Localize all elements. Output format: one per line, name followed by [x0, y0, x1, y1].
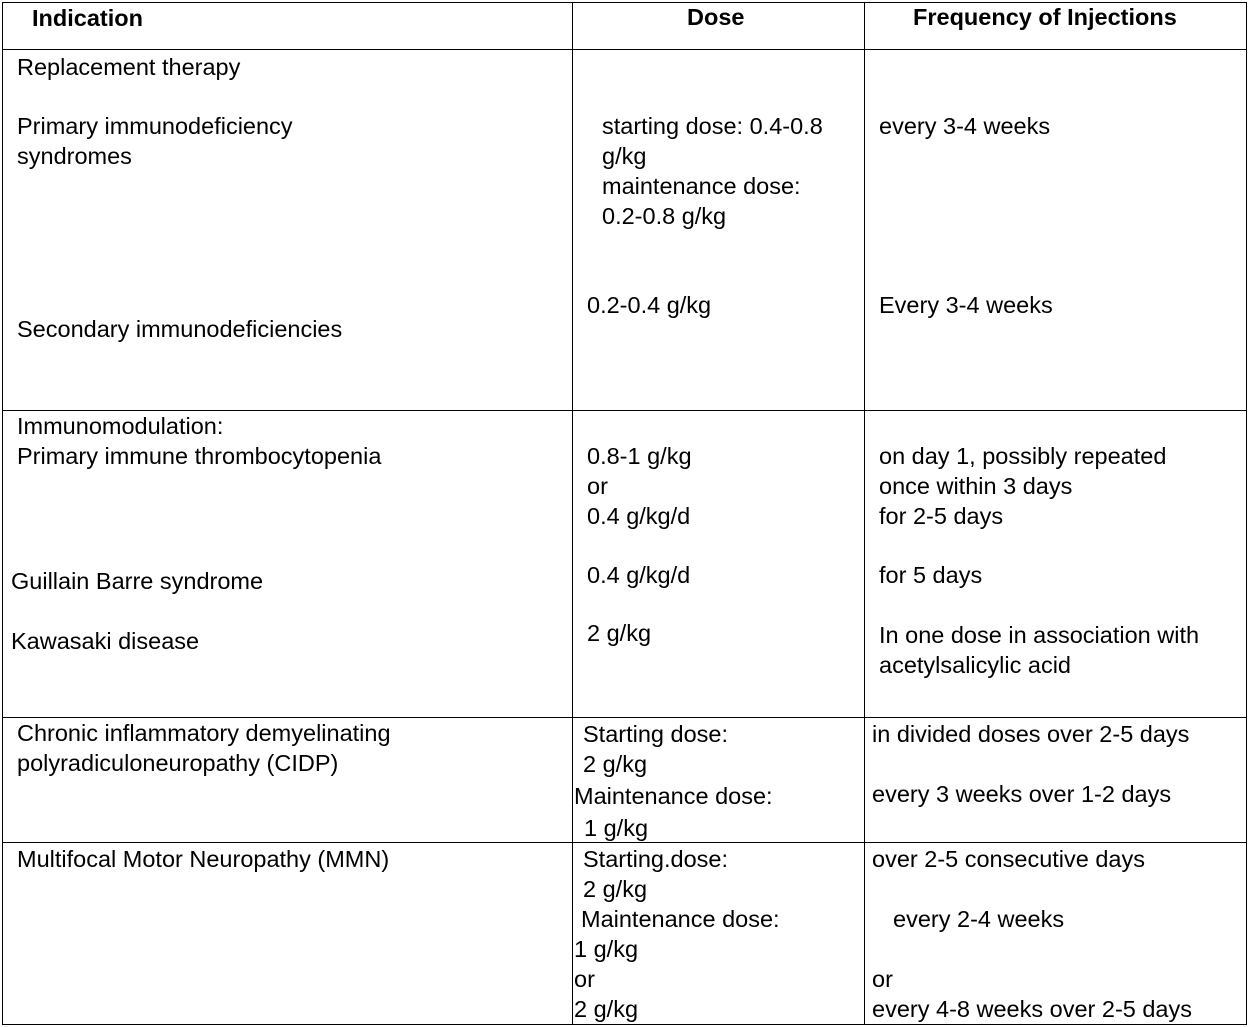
section-replacement-therapy: Replacement therapy [17, 54, 241, 80]
frequency-gbs: for 5 days [879, 562, 983, 588]
indication-itp: Primary immune thrombocytopenia [17, 443, 382, 469]
frequency-mmn-line2: every 2-4 weeks [893, 906, 1065, 932]
frequency-mmn-line4: every 4-8 weeks over 2-5 days [872, 996, 1193, 1022]
header-indication: Indication [32, 5, 143, 31]
dose-primary-line3: maintenance dose: [602, 173, 801, 199]
frequency-kawasaki-line1: In one dose in association with [879, 622, 1200, 648]
frequency-kawasaki-line2: acetylsalicylic acid [879, 652, 1071, 678]
frequency-secondary: Every 3-4 weeks [879, 292, 1053, 318]
header-dose: Dose [687, 4, 745, 30]
table-border-right [1246, 2, 1247, 1025]
column-divider-1 [572, 2, 573, 1025]
indication-cidp-line2: polyradiculoneuropathy (CIDP) [17, 750, 339, 776]
dose-primary-line4: 0.2-0.8 g/kg [602, 203, 727, 229]
dose-mmn-line2: 2 g/kg [583, 876, 648, 902]
dose-cidp-line1: Starting dose: [583, 721, 729, 747]
dose-kawasaki: 2 g/kg [587, 620, 652, 646]
table-border-left [2, 2, 3, 1025]
dose-gbs: 0.4 g/kg/d [587, 562, 691, 588]
dose-secondary: 0.2-0.4 g/kg [587, 292, 712, 318]
table-border-bottom [2, 1024, 1247, 1025]
dose-cidp-line2: 2 g/kg [583, 751, 648, 777]
dose-cidp-line3: Maintenance dose: [574, 783, 773, 809]
dose-itp-line3: 0.4 g/kg/d [587, 503, 691, 529]
dose-itp-line2: or [587, 473, 608, 499]
dose-mmn-line5: or [574, 966, 595, 992]
indication-primary-line1: Primary immunodeficiency [17, 113, 293, 139]
frequency-itp-line1: on day 1, possibly repeated [879, 443, 1167, 469]
indication-kawasaki: Kawasaki disease [11, 628, 200, 654]
dose-mmn-line1: Starting.dose: [583, 846, 729, 872]
indication-gbs: Guillain Barre syndrome [11, 568, 264, 594]
dose-cidp-line4: 1 g/kg [584, 815, 649, 841]
frequency-mmn-line1: over 2-5 consecutive days [872, 846, 1146, 872]
header-divider [2, 49, 1247, 50]
dose-mmn-line3: Maintenance dose: [581, 906, 780, 932]
section-immunomodulation: Immunomodulation: [17, 413, 224, 439]
dose-mmn-line4: 1 g/kg [574, 936, 639, 962]
dose-mmn-line6: 2 g/kg [574, 996, 639, 1022]
frequency-cidp-line2: every 3 weeks over 1-2 days [872, 781, 1172, 807]
frequency-cidp-line1: in divided doses over 2-5 days [872, 721, 1190, 747]
column-divider-2 [864, 2, 865, 1025]
dose-itp-line1: 0.8-1 g/kg [587, 443, 692, 469]
frequency-itp-line3: for 2-5 days [879, 503, 1004, 529]
dose-primary-line1: starting dose: 0.4-0.8 [602, 113, 823, 139]
indication-primary-line2: syndromes [17, 143, 132, 169]
frequency-itp-line2: once within 3 days [879, 473, 1073, 499]
header-frequency: Frequency of Injections [913, 4, 1177, 30]
frequency-primary: every 3-4 weeks [879, 113, 1051, 139]
indication-cidp-line1: Chronic inflammatory demyelinating [17, 720, 391, 746]
indication-secondary: Secondary immunodeficiencies [17, 316, 343, 342]
frequency-mmn-line3: or [872, 966, 893, 992]
dose-primary-line2: g/kg [602, 143, 647, 169]
indication-mmn: Multifocal Motor Neuropathy (MMN) [17, 846, 390, 872]
